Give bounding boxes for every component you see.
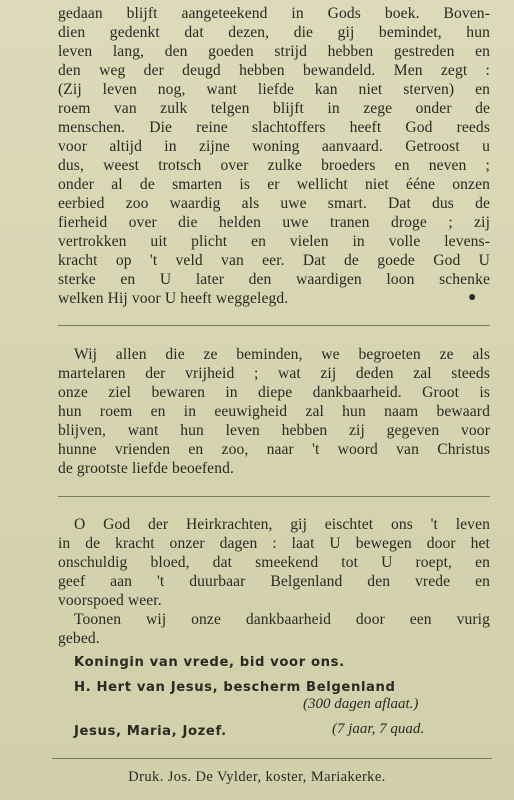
text-line: welken Hij voor U heeft weggelegd. <box>58 290 289 307</box>
invocation-line: Koningin van vrede, bid voor ons. <box>74 655 345 670</box>
text-line: menschen. Die reine slachtoffers heeft God reeds <box>58 119 490 136</box>
text-line: Wij allen die ze beminden, we begroeten ze als <box>74 346 490 363</box>
invocation-line: H. Hert van Jesus, bescherm Belgenland <box>74 680 396 695</box>
text-line: den weg der deugd hebben bewandeld. Men zegt : <box>58 62 490 79</box>
text-line: blijven, want hun leven hebben zij gegeven voor <box>58 422 490 439</box>
text-line: dus, weest trotsch over zulke broeders en neven ; <box>58 157 490 174</box>
divider <box>52 758 492 759</box>
divider <box>58 496 490 497</box>
text-line: Toonen wij onze dankbaarheid door een vurig <box>74 611 490 628</box>
text-line: martelaren der vrijheid ; wat zij deden zal steeds <box>58 365 490 382</box>
text-line: fierheid over die helden uwe tranen droge ; zij <box>58 214 490 231</box>
indulgence-note: (7 jaar, 7 quad. <box>332 721 425 737</box>
text-line: gedaan blijft aangeteekend in Gods boek. Boven- <box>58 5 490 22</box>
text-line: onder al de smarten is er wellicht niet ééne onzen <box>58 176 490 193</box>
text-line: in de kracht onzer dagen : laat U bewegen door het <box>58 535 490 552</box>
printer-credit: Druk. Jos. De Vylder, koster, Mariakerke. <box>128 769 386 785</box>
text-line: gebed. <box>58 630 100 647</box>
indulgence-note: (300 dagen aflaat.) <box>303 696 419 712</box>
text-line: dien gedenkt dat dezen, die gij bemindet, hun <box>58 24 490 41</box>
text-line: eerbied zoo waardig als uwe smart. Dat dus de <box>58 195 490 212</box>
text-line: onschuldig bloed, dat smeekend tot U roept, en <box>58 554 490 571</box>
divider <box>58 325 490 326</box>
text-line: vertrokken uit plicht en vielen in volle levens- <box>58 233 490 250</box>
text-line: onze ziel bewaren in diepe dankbaarheid. Groot is <box>58 384 490 401</box>
text-line: leven lang, den goeden strijd hebben gestreden en <box>58 43 490 60</box>
text-line: de grootste liefde beoefend. <box>58 460 234 477</box>
text-line: O God der Heirkrachten, gij eischtet ons 't leven <box>74 516 490 533</box>
text-line: (Zij leven nog, want liefde kan niet sterven) en <box>58 81 490 98</box>
text-line: voorspoed weer. <box>58 592 162 609</box>
text-line: hun roem en in eeuwigheid zal hun naam bewaard <box>58 403 490 420</box>
text-line: voor altijd in zijne woning aanvaard. Getroost u <box>58 138 490 155</box>
text-line: geef aan 't duurbaar Belgenland den vrede en <box>58 573 490 590</box>
ornament-dot-icon: ● <box>468 290 477 305</box>
text-line: roem van zulk telgen blijft in zege onder de <box>58 100 490 117</box>
text-line: kracht op 't veld van eer. Dat de goede God U <box>58 252 490 269</box>
text-line: hunne vrienden en zoo, naar 't woord van Christus <box>58 441 490 458</box>
invocation-line: Jesus, Maria, Jozef. <box>74 724 227 739</box>
text-line: sterke en U later den waardigen loon schenke <box>58 271 490 288</box>
